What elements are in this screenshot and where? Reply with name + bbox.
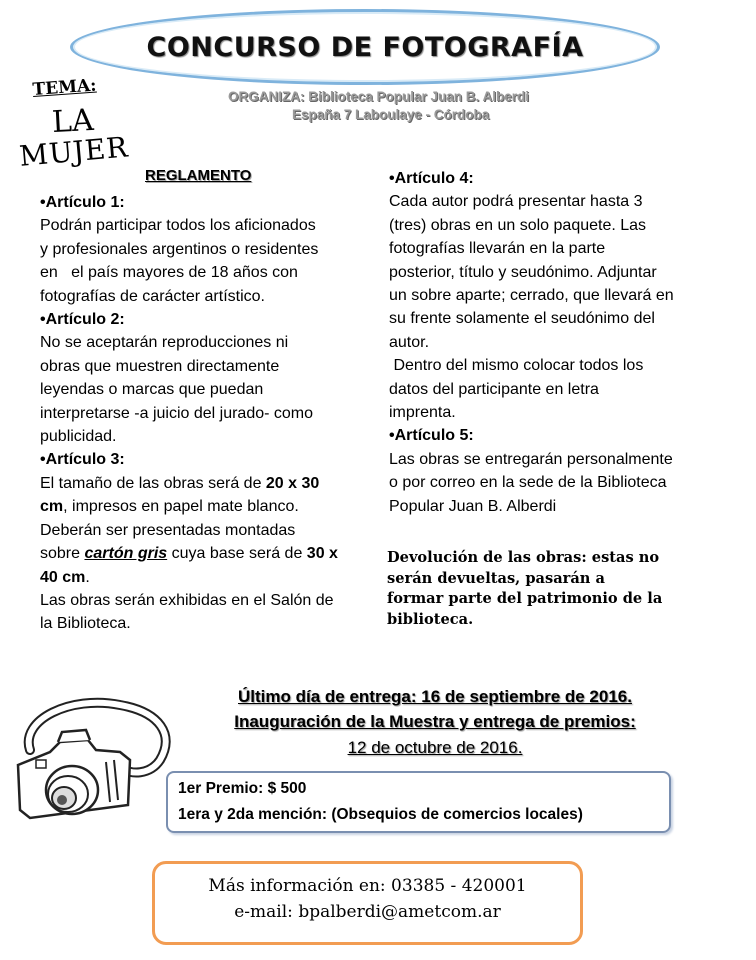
print-size: 20 x 30 [265, 474, 320, 492]
return-policy-line: formar parte del patrimonio de la [387, 590, 663, 607]
theme-label: TEMA: [32, 75, 98, 100]
article-text: sobre [40, 545, 85, 563]
article-text-line: posterior, título y seudónimo. Adjuntar [389, 263, 657, 281]
return-policy-line: Devolución de las obras: estas no [387, 549, 660, 566]
article-text-line: Cada autor podrá presentar hasta 3 [389, 193, 643, 211]
article-4-heading: •Artículo 4: [389, 170, 474, 187]
organizer-address: España 7 Laboulaye - Córdoba [292, 107, 490, 122]
base-size: 30 x [306, 545, 338, 563]
return-policy-line: serán devueltas, pasarán a [387, 569, 605, 587]
article-text: . [85, 568, 90, 586]
article-5-heading: •Artículo 5: [389, 427, 474, 445]
article-text-line [40, 566, 375, 589]
article-text-line: Deberán ser presentadas montadas [40, 521, 296, 539]
contact-email: e-mail: bpalberdi@ametcom.ar [234, 902, 501, 922]
article-text: cuya base será de [167, 545, 307, 563]
article-2-heading: •Artículo 2: [40, 311, 125, 329]
article-text-line: Podrán participar todos los aficionados [40, 217, 316, 235]
article-text-line: (tres) obras en un solo paquete. Las [389, 216, 647, 234]
article-text-line: leyendas o marcas que puedan [40, 381, 264, 399]
article-text-line: obras que muestren directamente [40, 357, 280, 375]
article-text-line: Las obras serán exhibidas en el Salón de [40, 591, 334, 609]
inauguration-heading: Inauguración de la Muestra y entrega de premios: [234, 712, 636, 731]
rules-right-column [389, 167, 724, 518]
rules-heading: REGLAMENTO [145, 167, 252, 184]
article-text: , impresos en papel mate blanco. [63, 498, 299, 516]
article-text-line: Dentro del mismo colocar todos los [389, 357, 644, 375]
article-text-line: Popular Juan B. Alberdi [389, 497, 557, 515]
print-size-unit: cm [40, 498, 64, 516]
article-text-line: publicidad. [40, 428, 117, 446]
article-text-line: en el país mayores de 18 años con [40, 264, 298, 282]
article-text-line: fotografías de carácter artístico. [40, 287, 265, 305]
article-text-line [40, 542, 375, 565]
article-text-line: autor. [389, 333, 430, 351]
article-text-line: imprenta. [389, 404, 456, 422]
base-size-unit: 40 cm [40, 568, 86, 586]
mentions-prize: 1era y 2da mención: (Obsequios de comercios locales) [178, 806, 583, 823]
article-text-line: datos del participante en letra [389, 380, 599, 398]
return-policy [387, 548, 722, 630]
article-text-line: y profesionales argentinos o residentes [40, 240, 319, 258]
article-text-line: su frente solamente el seudónimo del [389, 310, 655, 328]
article-text: El tamaño de las obras será de [40, 474, 266, 492]
page-title: CONCURSO DE FOTOGRAFÍA [146, 31, 584, 63]
organizer-line: ORGANIZA: Biblioteca Popular Juan B. Alberdi [228, 89, 530, 104]
deadline-date: Último día de entrega: 16 de septiembre de 2016. [238, 687, 632, 706]
article-text-line: o por correo en la sede de la Biblioteca [389, 474, 667, 492]
gray-cardboard: cartón gris [84, 545, 168, 563]
article-text-line: fotografías llevarán en la parte [389, 240, 606, 258]
article-text-line [40, 472, 375, 495]
theme-line-2: MUJER [18, 130, 130, 173]
article-text-line: interpretarse -a juicio del jurado- como [40, 404, 314, 422]
article-3-heading: •Artículo 3: [40, 451, 125, 469]
title-banner [70, 9, 660, 85]
article-text-line: un sobre aparte; cerrado, que llevará en [389, 287, 674, 305]
article-text-line [40, 495, 375, 518]
theme-line-1: LA [51, 102, 95, 141]
article-text-line: Las obras se entregarán personalmente [389, 450, 673, 468]
article-text-line: la Biblioteca. [40, 615, 131, 633]
rules-left-column [40, 191, 375, 636]
contact-phone: Más información en: 03385 - 420001 [208, 876, 527, 896]
article-1-heading: •Artículo 1: [40, 194, 125, 211]
camera-icon [10, 690, 180, 830]
inauguration-date: 12 de octubre de 2016. [347, 738, 523, 757]
return-policy-line: biblioteca. [387, 610, 474, 628]
first-prize: 1er Premio: $ 500 [178, 780, 307, 797]
article-text-line: No se aceptarán reproducciones ni [40, 334, 289, 352]
